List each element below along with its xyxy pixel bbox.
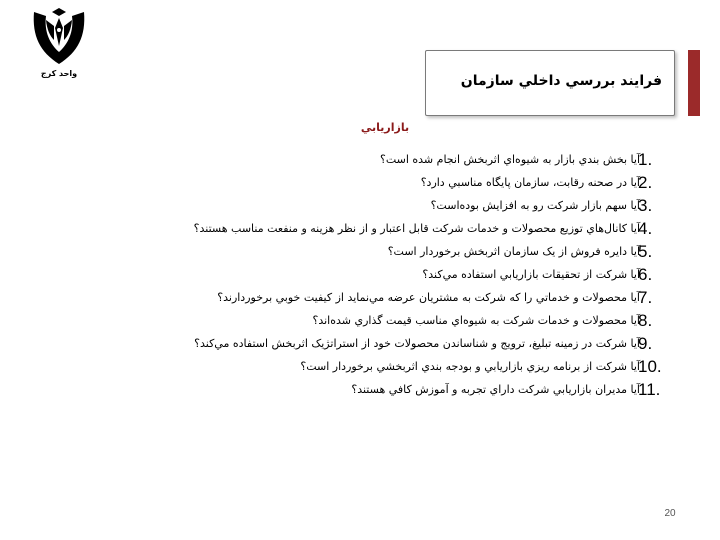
- item-text: آيا شرکت از برنامه ريزي بازاريابي و بودجه بندي اثربخشي برخوردار است؟: [300, 360, 640, 373]
- item-text: آيا مديران بازاريابي شرکت داراي تجربه و آموزش کافي هستند؟: [351, 383, 640, 396]
- list-item: [80, 263, 653, 286]
- item-number: 2.: [638, 173, 653, 192]
- item-text: آيا شرکت از تحقيقات بازاريابي استفاده مي‌کند؟: [422, 268, 640, 281]
- item-number: 3.: [638, 196, 653, 215]
- item-text: آيا محصولات و خدمات شرکت به شيوه‌اي مناسب قيمت گذاري شده‌اند؟: [312, 314, 640, 327]
- item-number: 5.: [638, 242, 653, 261]
- section-heading: بازاريابي: [360, 121, 410, 134]
- item-text: آيا محصولات و خدماتي را که شرکت به مشتريان عرضه مي‌نمايد از کيفيت خوبي برخوردارند؟: [217, 291, 640, 304]
- page-title: فرايند بررسي داخلي سازمان: [460, 73, 662, 89]
- list-item: [80, 286, 653, 309]
- item-number: 1.: [638, 150, 653, 169]
- item-number: 6.: [638, 265, 653, 284]
- logo: [22, 6, 96, 86]
- logo-caption: واحد کرج: [40, 69, 78, 78]
- list-item: [80, 332, 653, 355]
- university-emblem-icon: [28, 6, 90, 68]
- list-item: [80, 171, 653, 194]
- page-number: 20: [664, 508, 676, 519]
- item-number: 8.: [638, 311, 653, 330]
- item-number: 7.: [638, 288, 653, 307]
- item-number: 4.: [638, 219, 653, 238]
- list-item: [80, 217, 653, 240]
- item-text: آيا در صحنه رقابت، سازمان پايگاه مناسبي دارد؟: [420, 176, 640, 189]
- item-number: 10.: [638, 357, 662, 376]
- item-number: 9.: [638, 334, 653, 353]
- item-text: آيا سهم بازار شرکت رو به افزايش بوده‌است؟: [430, 199, 640, 212]
- list-item: [80, 355, 662, 378]
- title-box: [425, 50, 675, 116]
- list-item: [80, 309, 653, 332]
- item-number: 11.: [638, 380, 661, 399]
- question-list: [80, 148, 662, 401]
- list-item: [80, 240, 653, 263]
- list-item: [80, 194, 653, 217]
- list-item: [80, 378, 661, 401]
- item-text: آيا کانال‌هاي توزيع محصولات و خدمات شرکت قابل اعتبار و از نظر هزينه و منفعت مناسب هستند؟: [193, 222, 640, 235]
- item-text: آيا شرکت در زمينه تبليغ، ترويج و شناساندن محصولات خود از استراتژيک اثربخش استفاده مي‌کند؟: [194, 337, 640, 350]
- item-text: آيا دايره فروش از يک سازمان اثربخش برخوردار است؟: [387, 245, 640, 258]
- list-item: [80, 148, 653, 171]
- item-text: آيا بخش بندي بازار به شيوه‌اي اثربخش انجام شده است؟: [379, 153, 640, 166]
- accent-bar: [688, 50, 700, 116]
